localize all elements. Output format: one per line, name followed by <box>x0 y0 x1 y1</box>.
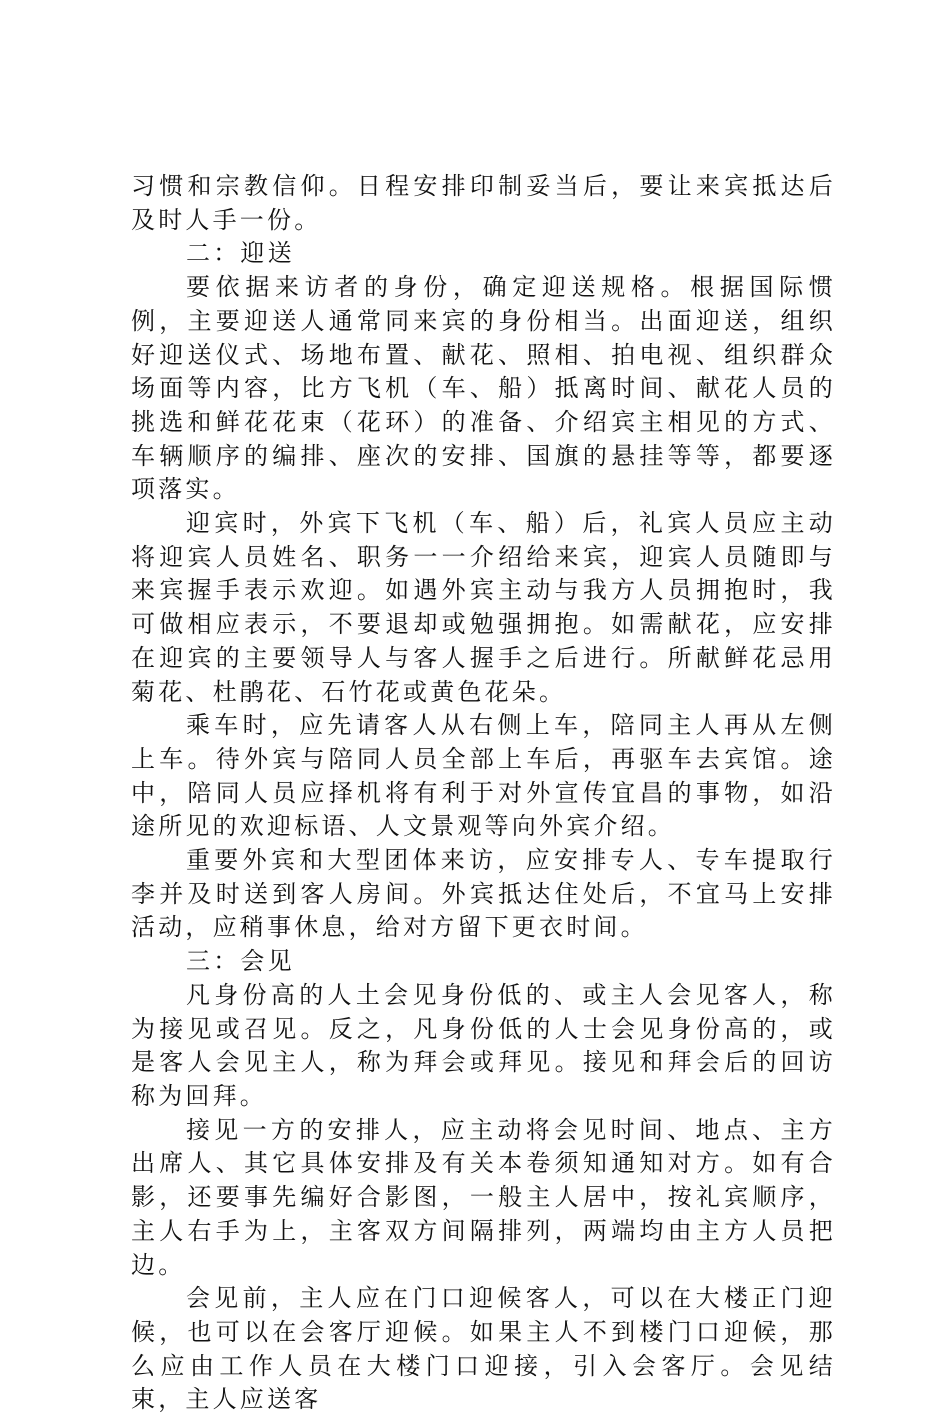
paragraph: 会见前，主人应在门口迎候客人，可以在大楼正门迎候，也可以在会客厅迎候。如果主人不到楼门口迎候，那么应由工作人员在大楼门口迎接，引入会客厅。会见结束，主人应送客 <box>131 1284 836 1414</box>
paragraph: 迎宾时，外宾下飞机（车、船）后，礼宾人员应主动将迎宾人员姓名、职务一一介绍给来宾，迎宾人员随即与来宾握手表示欢迎。如遇外宾主动与我方人员拥抱时，我可做相应表示，不要退却或勉强拥抱。如需献花，应安排在迎宾的主要领导人与客人握手之后进行。所献鲜花忌用菊花、杜鹃花、石竹花或黄色花朵。 <box>131 509 836 706</box>
section-heading-meeting: 三：会见 <box>186 947 295 976</box>
paragraph: 乘车时，应先请客人从右侧上车，陪同主人再从左侧上车。待外宾与陪同人员全部上车后，再驱车去宾馆。途中，陪同人员应择机将有利于对外宣传宜昌的事物，如沿途所见的欢迎标语、人文景观等向外宾介绍。 <box>131 711 836 841</box>
section-heading-welcome-send-off: 二：迎送 <box>186 239 295 268</box>
paragraph: 接见一方的安排人，应主动将会见时间、地点、主方出席人、其它具体安排及有关本卷须知通知对方。如有合影，还要事先编好合影图，一般主人居中，按礼宾顺序，主人右手为上，主客双方间隔排列，两端均由主方人员把边。 <box>131 1115 836 1279</box>
paragraph-continuation: 习惯和宗教信仰。日程安排印制妥当后，要让来宾抵达后及时人手一份。 <box>131 172 836 234</box>
paragraph: 重要外宾和大型团体来访，应安排专人、专车提取行李并及时送到客人房间。外宾抵达住处后，不宜马上安排活动，应稍事休息，给对方留下更衣时间。 <box>131 846 836 942</box>
paragraph: 要依据来访者的身份，确定迎送规格。根据国际惯例，主要迎送人通常同来宾的身份相当。出面迎送，组织好迎送仪式、场地布置、献花、照相、拍电视、组织群众场面等内容，比方飞机（车、船）抵离时间、献花人员的挑选和鲜花花束（花环）的准备、介绍宾主相见的方式、车辆顺序的编排、座次的安排、国旗的悬挂等等，都要逐项落实。 <box>131 273 836 504</box>
paragraph: 凡身份高的人土会见身份低的、或主人会见客人，称为接见或召见。反之，凡身份低的人士会见身份高的，或是客人会见主人，称为拜会或拜见。接见和拜会后的回访称为回拜。 <box>131 980 836 1110</box>
document-body <box>131 170 836 1417</box>
